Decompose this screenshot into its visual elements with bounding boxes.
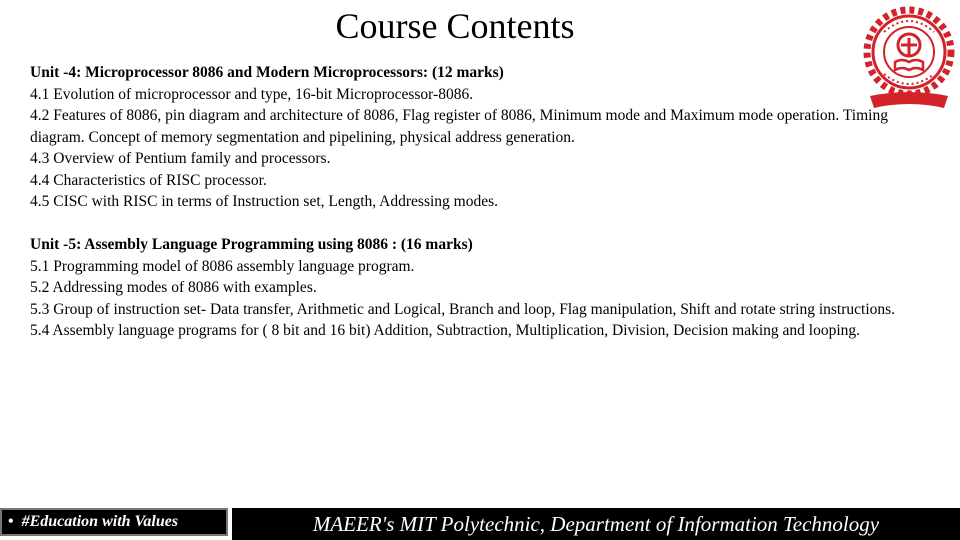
slide-title: Course Contents — [335, 6, 575, 46]
unit-4-item: 4.5 CISC with RISC in terms of Instruction set, Length, Addressing modes. — [30, 193, 498, 210]
footer-tagline-box — [0, 508, 228, 536]
course-content — [30, 62, 935, 342]
footer-tagline: #Education with Values — [21, 513, 179, 530]
footer-institute: MAEER's MIT Polytechnic, Department of Information Technology — [232, 508, 960, 540]
unit-4-item: 4.1 Evolution of microprocessor and type, 16-bit Microprocessor-8086. — [30, 85, 474, 103]
unit-5-item: 5.3 Group of instruction set- Data transfer, Arithmetic and Logical, Branch and loop, Flag manipulation, Shift and rotate string instructions. — [30, 300, 896, 318]
unit-4-item: 4.3 Overview of Pentium family and processors. — [30, 150, 331, 167]
unit-4-heading: Unit -4: Microprocessor 8086 and Modern Microprocessors: (12 marks) — [30, 64, 504, 81]
unit-5-item: 5.4 Assembly language programs for ( 8 bit and 16 bit) Addition, Subtraction, Multiplication, Division, Decision making and looping. — [30, 322, 861, 339]
unit-4-item: 4.2 Features of 8086, pin diagram and architecture of 8086, Flag register of 8086, Minimum mode and Maximum mode operation. Timing diagram. Concept of memory segmentation and pipelining, physical address generation. — [30, 107, 888, 146]
bullet-icon: • — [8, 513, 14, 530]
unit-5-item: 5.2 Addressing modes of 8086 with examples. — [30, 279, 317, 296]
spacer — [30, 213, 935, 235]
unit-5-heading: Unit -5: Assembly Language Programming using 8086 : (16 marks) — [30, 236, 473, 253]
unit-4-item: 4.4 Characteristics of RISC processor. — [30, 171, 267, 189]
unit-5-item: 5.1 Programming model of 8086 assembly language program. — [30, 257, 415, 275]
